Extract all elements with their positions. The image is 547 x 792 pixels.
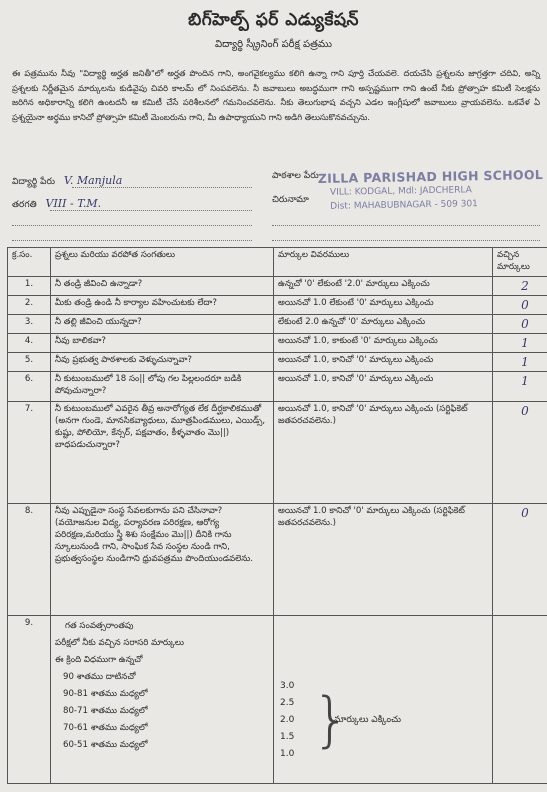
row-score: 2 [521, 279, 529, 293]
student-name-line [72, 187, 252, 188]
table-row [8, 296, 547, 315]
row-number: 6. [8, 372, 51, 402]
school-name-label: పాఠశాల పేరు [272, 171, 319, 181]
scale-value: 1.5 [280, 732, 295, 742]
table-row [8, 334, 547, 353]
row-score: 1 [521, 336, 529, 350]
row-question: మీకు తండ్రి ఉండి నీ కార్యాల వహించుటకు లేదా? [51, 296, 274, 315]
table-row-9 [8, 616, 547, 784]
table-header-row [8, 248, 547, 277]
row-score-cell[interactable] [493, 334, 547, 353]
row-number: 8. [8, 504, 51, 616]
row-score-cell[interactable] [493, 315, 547, 334]
header-serial: క్ర.సం. [8, 248, 51, 277]
class-label: తరగతి [12, 200, 37, 210]
table-row [8, 402, 547, 504]
row-question [51, 616, 274, 784]
table-row [8, 372, 547, 402]
row-number: 9. [8, 616, 51, 784]
row-score: 0 [521, 298, 529, 312]
row-question: నీ తండ్రి జీవించి ఉన్నాడా? [51, 277, 274, 296]
table-row [8, 353, 547, 372]
row-score: 1 [521, 355, 529, 369]
table-row [8, 277, 547, 296]
header-questions: ప్రశ్నలు మరియు వరపోత సంగతులు [51, 248, 274, 277]
row-question: నీ తల్లి జీవించి యున్నదా? [51, 315, 274, 334]
school-name-field[interactable] [272, 171, 319, 183]
row-score-cell[interactable] [493, 504, 547, 616]
screening-table [7, 247, 547, 784]
stamp-line-2: VILL: KODGAL, Mdl: JADCHERLA [329, 185, 472, 198]
row-number: 3. [8, 315, 51, 334]
scale-value: 2.0 [280, 715, 295, 725]
row-number: 2. [8, 296, 51, 315]
row-marks: అయినచో 1.0, కానిచో '0' మార్కులు ఎక్కించు [274, 353, 493, 372]
scale-value: 2.5 [280, 698, 295, 708]
blank-line-right-2 [272, 240, 540, 241]
table-row [8, 504, 547, 616]
row9-intro-1: గత సంవత్సరాంతపు [65, 621, 134, 631]
row-marks: అయినచో 1.0, కానిచో '0' మార్కులు ఎక్కించు [274, 372, 493, 402]
stamp-line-3: Dist: MAHABUBNAGAR - 509 301 [330, 199, 478, 212]
row-question: నీ కుటుంబములో 18 సం|| లోపు గల పిల్లలందరూ బడికి పోవుచున్నారా? [51, 372, 274, 402]
row-question: నీవు ఎప్పుడైనా సంస్థ సేవలకుగాను పని చేసినావా? (వయోజనుల విద్య, పర్యావరణ పరిరక్షణ, ఆరోగ్య పరిరక్షణ,మరియు స్త్రీ శిశు సంక్షేమం మొ||) దీనికి గాను స్కూలునుండి గాని, సాంఘిక సేవ సంస్థల నుండి గాని, ప్రభుత్వసంస్థల నుండిగాని ధ్రువపత్రము పొందియుండవలెను. [51, 504, 274, 616]
marks-scale-label: మార్కులు ఎక్కించు [334, 715, 402, 725]
class-value: VIII - T.M. [45, 197, 102, 210]
marks-scale [278, 676, 488, 764]
row9-band-1: 90 శాతము దాటినచో [63, 672, 136, 682]
row-score-cell[interactable] [493, 616, 547, 784]
row-marks: లేకుంటే 2.0 ఉన్నచో '0' మార్కులు ఎక్కించు [274, 315, 493, 334]
row-score-cell[interactable] [493, 402, 547, 504]
row-score: 0 [521, 506, 529, 520]
row9-intro-3: ఈ క్రింది విధముగా ఉన్నచో [55, 655, 143, 665]
row-score-cell[interactable] [493, 353, 547, 372]
row-score: 0 [521, 404, 529, 418]
row-marks: అయినచో 1.0, కాకుంటే '0' మార్కులు ఎక్కించు [274, 334, 493, 353]
form-subtitle: విద్యార్థి స్క్రీనింగ్ పరీక్ష పత్రము [215, 39, 332, 50]
address-field[interactable] [272, 195, 309, 207]
row-marks [274, 616, 493, 784]
scale-value: 1.0 [280, 749, 295, 759]
row-score-cell[interactable] [493, 277, 547, 296]
row-question: నీ కుటుంబములో ఎవరైన తీవ్ర అనారోగ్యత లేక దీర్ఘకాలికముతో (అనగా గుండె, మానసికవ్యాధులు, మూత్రపిండములు, ఎయిడ్స్, కుష్టు, పోలియో, కేన్సర్, పక్షవాతం, కీళ్ళవాతం మొ||) బాధపడుచున్నారా? [51, 402, 274, 504]
student-name-value: V. Manjula [63, 174, 123, 187]
row-question: నీవు ప్రభుత్వ పాఠశాలకు వెళ్ళుచున్నావా? [51, 353, 274, 372]
row-marks: అయినచో 1.0, కానిచో '0' మార్కులు ఎక్కించు (సర్టిఫికెట్ జతపరచవలెను.) [274, 402, 493, 504]
school-stamp [318, 168, 544, 214]
scale-value: 3.0 [280, 681, 295, 691]
class-line [50, 210, 252, 211]
row-number: 5. [8, 353, 51, 372]
row-number: 7. [8, 402, 51, 504]
row-marks: అయినచో 1.0 లేకుంటే '0' మార్కులు ఎక్కించు [274, 296, 493, 315]
row-number: 4. [8, 334, 51, 353]
row-score: 1 [521, 374, 529, 388]
row-score-cell[interactable] [493, 296, 547, 315]
header-score: వచ్చిన మార్కులు [493, 248, 547, 277]
row-score: 0 [521, 317, 529, 331]
form-title: బిగ్‌హెల్ప్ ఫర్ ఎడ్యుకేషన్ [188, 10, 359, 30]
row9-band-4: 70-61 శాతము మధ్యలో [63, 723, 148, 733]
blank-line-left-2 [12, 240, 252, 241]
row-marks: అయినచో 1.0 కానిచో '0' మార్కులు ఎక్కించు (సర్టిఫికెట్ జతపరచవలెను.) [274, 504, 493, 616]
marks-scale-values [280, 678, 294, 763]
instructions-paragraph: ఈ పత్రమును నీవు "విద్యార్థి అర్హత జనితీ"లో అర్హత పొందిన గాని, అంగవైకల్యము కలిగి ఉన్నా గాని పూర్తి చేయవలె. దయచేసి ప్రశ్నలను జాగ్రత్తగా చదివి, అన్ని ప్రశ్నలకు నిర్ణీతమైన మార్కులను కుడివైపు చివరి కాలమ్ లో నింపవలెను. నీ జవాబులు అబద్ధముగా గాని అస్పష్టముగా గాని ఉంటే నీకు ప్రోత్సాహ కమిటీ సెలక్షను జరిగిన అధికారాన్ని కలిగి ఉంటదనీ ఆ కమిటీ చేసే పరిశీలనలో గమనించవలెను. నీకు తెలుగుభాష వచ్చని ఎడల ఇంగ్లీషులో జవాబులు వ్రాయవలెను. ఒకవేళ ఏ ప్రశ్నయైనా అర్థము కానిచో ప్రోత్సాహ కమిటీ మెంబరును గాని, మీ ఉపాధ్యాయుని గాని అడిగి తెలుసుకొనవచ్చును. [12, 68, 540, 122]
row-score-cell[interactable] [493, 372, 547, 402]
header-marks-details: మార్కుల వివరములు [274, 248, 493, 277]
brace-symbol: } [312, 685, 351, 755]
row-marks: ఉన్నచో '0' లేకుంటే '2.0' మార్కులు ఎక్కించు [274, 277, 493, 296]
blank-line-left-1 [12, 225, 252, 226]
address-label: చిరునామా [272, 195, 309, 205]
student-name-label: విద్యార్థి పేరు [12, 177, 55, 187]
row9-band-2: 90-81 శాతము మధ్యలో [63, 689, 148, 699]
row-question: నీవు బాలికవా? [51, 334, 274, 353]
stamp-line-1: ZILLA PARISHAD HIGH SCHOOL [317, 167, 544, 186]
row9-intro-2: పరీక్షలో నీకు వచ్చిన సరాసరి మార్కులు [55, 638, 184, 648]
row-number: 1. [8, 277, 51, 296]
table-row [8, 315, 547, 334]
row9-band-5: 60-51 శాతము మధ్యలో [63, 740, 148, 750]
blank-line-right-1 [272, 225, 540, 226]
row9-band-3: 80-71 శాతము మధ్యలో [63, 706, 148, 716]
